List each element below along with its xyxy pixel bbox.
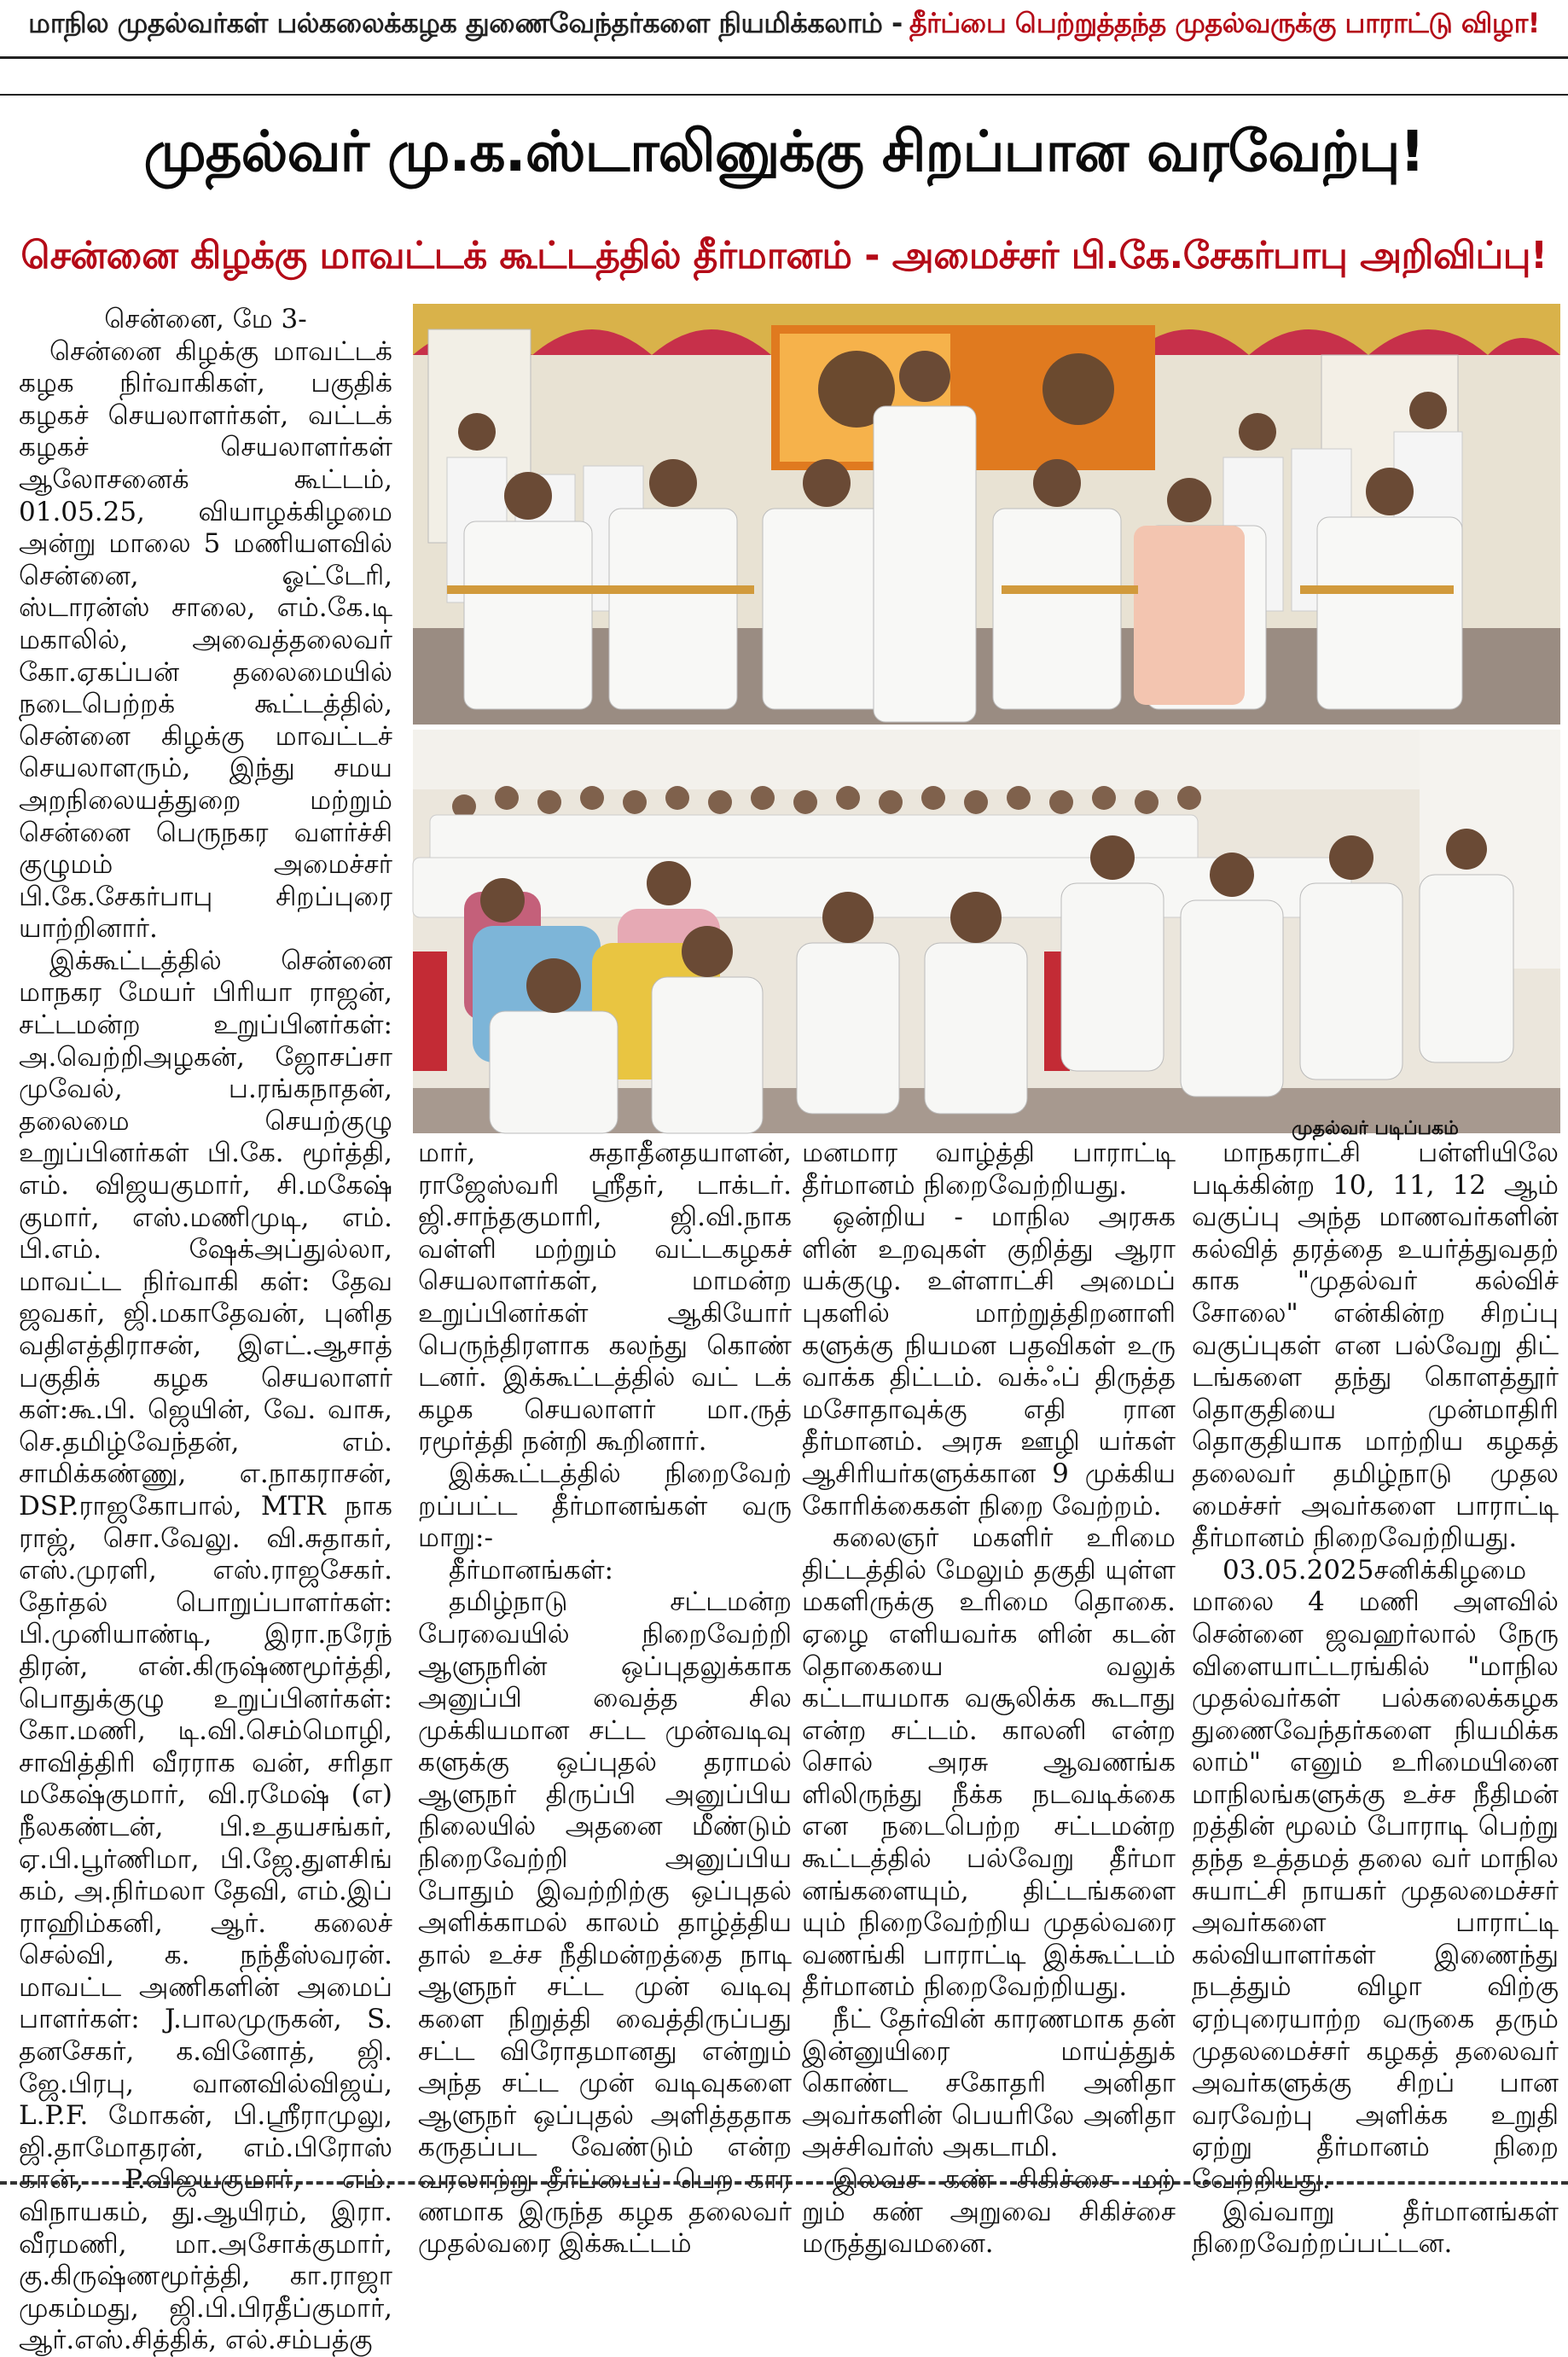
paragraph: ஒன்றிய - மாநில அரசுக ளின் உறவுகள் குறித்து ஆரா யக்குழு. உள்ளாட்சி அமைப் புகளில் மாற்றுத்திறனாளி களுக்கு நியமன பதவிகள் உரு வாக்க திட்டம். வக்ஃப் திருத்த மசோதாவுக்கு எதி ரான தீர்மானம். அரசு ஊழி யர்கள் ஆசிரியர்களுக்கான 9 முக்கிய கோரிக்கைகள் நிறை வேற்றம். (802, 1202, 1176, 1522)
paragraph: தமிழ்நாடு சட்டமன்ற பேரவையில் நிறைவேற்றி ஆளுநரின் ஒப்புதலுக்காக அனுப்பி வைத்த சில முக்கியமான சட்ட முன்வடிவு களுக்கு ஒப்புதல் தராமல் ஆளுநர் திருப்பி அனுப்பிய நிலையில் அதனை மீண்டும் நிறைவேற்றி அனுப்பிய போதும் இவற்றிற்கு ஒப்புதல் அளிக்காமல் காலம் தாழ்த்திய தால் உச்ச நீதிமன்றத்தை நாடி ஆளுநர் சட்ட முன் வடிவு களை நிறுத்தி வைத்திருப்பது சட்ட விரோதமானது என்றும் அந்த சட்ட முன் வடிவுகளை ஆளுநர் ஒப்புதல் அளித்ததாக கருதப்பட வேண்டும் என்ற வரலாற்று தீர்ப்பைப் பெற கார ணமாக இருந்த கழக தலைவர் முதல்வரை இக்கூட்டம் (418, 1586, 792, 2260)
paragraph: மார், சுதாதீனதயாளன், ராஜேஸ்வரி ஸ்ரீதர், டாக்டர். ஜி.சாந்தகுமாரி, ஜி.வி.நாக வள்ளி மற்றும் வட்டகழகச் செயலாளர்கள், மாமன்ற உறுப்பினர்கள் ஆகியோர் பெருந்திரளாக கலந்து கொண் டனர். இக்கூட்டத்தில் வட் டக் கழக செயலாளர் மா.ருத் ரமூர்த்தி நன்றி கூறினார். (418, 1138, 792, 1458)
paragraph: சென்னை கிழக்கு மாவட்டக் கழக நிர்வாகிகள், பகுதிக் கழகச் செயலாளர்கள், வட்டக் கழகச் செயலாளர்கள் ஆலோசனைக் கூட்டம், 01.05.25, வியாழக்கிழமை அன்று மாலை 5 மணியளவில் சென்னை, ஓட்டேரி, ஸ்டாரன்ஸ் சாலை, எம்.கே.டி மகாலில், அவைத்தலைவர் கோ.ஏகப்பன் தலைமையில் நடைபெற்றக் கூட்டத்தில், சென்னை கிழக்கு மாவட்டச் செயலாளரும், இந்து சமய அறநிலையத்துறை மற்றும் சென்னை பெருநகர வளர்ச்சி குழுமம் அமைச்சர் பி.கே.சேகர்பாபு சிறப்புரை யாற்றினார். (19, 335, 392, 945)
paragraph: இக்கூட்டத்தில் நிறைவேற் றப்பட்ட தீர்மானங்கள் வரு மாறு:- (418, 1458, 792, 1554)
paragraph: மனமார வாழ்த்தி பாராட்டி தீர்மானம் நிறைவேற்றியது. (802, 1138, 1176, 1201)
kicker-rule (0, 56, 1568, 59)
audience-photo (413, 730, 1560, 1133)
photo-caption: முதல்வர் படிப்பகம் (1292, 1118, 1459, 1139)
kicker-part2: தீர்ப்பை பெற்றுத்தந்த முதல்வருக்கு பாராட்டு விழா! (909, 7, 1540, 39)
paragraph: 03.05.2025சனிக்கிழமை மாலை 4 மணி அளவில் சென்னை ஜவஹர்லால் நேரு விளையாட்டரங்கில் "மாநில முதல்வர்கள் பல்கலைக்கழக துணைவேந்தர்களை நியமிக்க லாம்" எனும் உரிமையினை மாநிலங்களுக்கு உச்ச நீதிமன் றத்தின் மூலம் போராடி பெற்று தந்த உத்தமத் தலை வர் மாநில சுயாட்சி நாயகர் முதலமைச்சர் அவர்களை பாராட்டி கல்வியாளர்கள் இணைந்து நடத்தும் விழா விற்கு ஏற்புரையாற்ற வருகை தரும் முதலமைச்சர் கழகத் தலைவர் அவர்களுக்கு சிறப் பான வரவேற்பு அளிக்க உறுதி ஏற்று தீர்மானம் நிறை வேற்றியது. (1192, 1554, 1559, 2195)
article-column-3 (802, 1138, 1176, 2260)
headline-rule (0, 94, 1568, 96)
resolutions-heading: தீர்மானங்கள்: (449, 1554, 613, 1586)
kicker-part1: மாநில முதல்வர்கள் பல்கலைக்கழக துணைவேந்தர்களை நியமிக்கலாம் - (28, 7, 903, 39)
article-column-2 (418, 1138, 792, 2260)
paragraph: நீட் தேர்வின் காரணமாக தன் இன்னுயிரை மாய்த்துக் கொண்ட சகோதரி அனிதா அவர்களின் பெயரிலே அனிதா அச்சிவர்ஸ் அகடாமி. (802, 2004, 1176, 2163)
event-stage-photo (413, 304, 1560, 725)
article-column-4 (1192, 1138, 1559, 2260)
paragraph: இலவச கண் சிகிச்சை மற் றும் கண் அறுவை சிகிச்சை மருத்துவமனை. (802, 2164, 1176, 2260)
subheadline: சென்னை கிழக்கு மாவட்டக் கூட்டத்தில் தீர்மானம் - அமைச்சர் பி.கே.சேகர்பாபு அறிவிப்பு! (20, 234, 1548, 277)
bottom-dashed-rule (0, 2181, 1568, 2185)
article-column-1 (19, 304, 392, 2356)
dateline: சென்னை, மே 3- (104, 304, 307, 335)
paragraph: இவ்வாறு தீர்மானங்கள் நிறைவேற்றப்பட்டன. (1192, 2196, 1559, 2260)
paragraph: கலைஞர் மகளிர் உரிமை திட்டத்தில் மேலும் தகுதி யுள்ள மகளிருக்கு உரிமை தொகை. ஏழை எளியவர்க ளின் கடன் தொகையை வலுக் கட்டாயமாக வசூலிக்க கூடாது என்ற சட்டம். காலனி என்ற சொல் அரசு ஆவணங்க ளிலிருந்து நீக்க நடவடிக்கை என நடைபெற்ற சட்டமன்ற கூட்டத்தில் பல்வேறு தீர்மா னங்களையும், திட்டங்களை யும் நிறைவேற்றிய முதல்வரை வணங்கி பாராட்டி இக்கூட்டம் தீர்மானம் நிறைவேற்றியது. (802, 1522, 1176, 2003)
paragraph: மாநகராட்சி பள்ளியிலே படிக்கின்ற 10, 11, 12 ஆம் வகுப்பு அந்த மாணவர்களின் கல்வித் தரத்தை உயர்த்துவதற் காக "முதல்வர் கல்விச் சோலை" என்கின்ற சிறப்பு வகுப்புகள் என பல்வேறு திட் டங்களை தந்து கொளத்தூர் தொகுதியை முன்மாதிரி தொகுதியாக மாற்றிய கழகத் தலைவர் தமிழ்நாடு முதல மைச்சர் அவர்களை பாராட்டி தீர்மானம் நிறைவேற்றியது. (1192, 1138, 1559, 1554)
paragraph: இக்கூட்டத்தில் சென்னை மாநகர மேயர் பிரியா ராஜன், சட்டமன்ற உறுப்பினர்கள்: அ.வெற்றிஅழகன், ஜோசப்சா முவேல், ப.ரங்கநாதன், தலைமை செயற்குழு உறுப்பினர்கள் பி.கே. மூர்த்தி, எம். விஜயகுமார், சி.மகேஷ் குமார், எஸ்.மணிமுடி, எம். பி.எம். ஷேக்அப்துல்லா, மாவட்ட நிர்வாகி கள்: தேவ ஜவகர், ஜி.மகாதேவன், புனித வதிஎத்திராசன், இஎட்.ஆசாத் பகுதிக் கழக செயலாளர் கள்:கூ.பி. ஜெயின், வே. வாசு, செ.தமிழ்வேந்தன், எம். சாமிக்கண்ணு, எ.நாகராசன், DSP.ராஜகோபால், MTR நாக ராஜ், சொ.வேலு. வி.சுதாகர், எஸ்.முரளி, எஸ்.ராஜசேகர். தேர்தல் பொறுப்பாளர்கள்: பி.முனியாண்டி, இரா.நரேந் திரன், என்.கிருஷ்ணமூர்த்தி, பொதுக்குழு உறுப்பினர்கள்: கோ.மணி, டி.வி.செம்மொழி, சாவித்திரி வீரராக வன், சரிதா மகேஷ்குமார், வி.ரமேஷ் (எ) நீலகண்டன், பி.உதயசங்கர், ஏ.பி.பூர்ணிமா, பி.ஜே.துளசிங் கம், அ.நிர்மலா தேவி, எம்.இப் ராஹிம்கனி, ஆர். கலைச் செல்வி, க. நந்தீஸ்வரன். மாவட்ட அணிகளின் அமைப் பாளர்கள்: J.பாலமுருகன், S. தனசேகர், க.வினோத், ஜி. ஜே.பிரபு, வானவில்விஜய், L.P.F. மோகன், பி.ஸ்ரீராமுலு, ஜி.தாமோதரன், எம்.பிரோஸ் கான், P.விஜயகுமார், எம். விநாயகம், து.ஆயிரம், இரா. வீரமணி, மா.அசோக்குமார், கு.கிருஷ்ணமூர்த்தி, கா.ராஜா முகம்மது, ஜி.பி.பிரதீப்குமார், ஆர்.எஸ்.சித்திக், எல்.சம்பத்கு (19, 945, 392, 2356)
headline: முதல்வர் மு.க.ஸ்டாலினுக்கு சிறப்பான வரவேற்பு! (143, 119, 1425, 184)
kicker-line (0, 0, 1568, 49)
